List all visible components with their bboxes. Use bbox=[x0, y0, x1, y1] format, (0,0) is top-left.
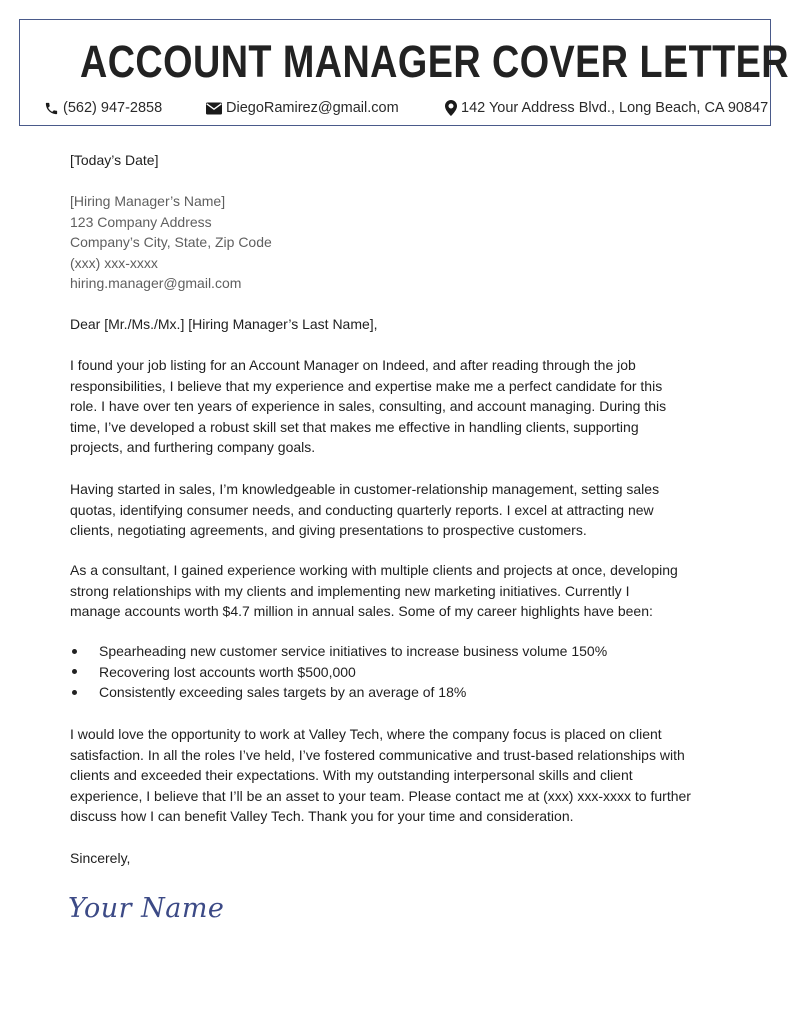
paragraph-line: strong relationships with my clients and implementing new marketing initiatives. Currently I bbox=[70, 582, 630, 599]
paragraph-2 bbox=[70, 479, 730, 541]
phone-icon bbox=[44, 101, 59, 116]
paragraph-line: time, I’ve developed a robust skill set that makes me effective in handling clients, supporting bbox=[70, 418, 639, 435]
envelope-icon bbox=[206, 102, 222, 115]
paragraph-line: manage accounts worth $4.7 million in annual sales. Some of my career highlights have been: bbox=[70, 603, 653, 620]
paragraph-line: As a consultant, I gained experience working with multiple clients and projects at once, developing bbox=[70, 562, 678, 578]
paragraph-line: I found your job listing for an Account Manager on Indeed, and after reading through the job bbox=[70, 357, 636, 373]
contact-phone bbox=[44, 100, 162, 116]
document-title: ACCOUNT MANAGER COVER LETTER bbox=[80, 36, 789, 87]
list-item: Spearheading new customer service initiatives to increase business volume 150% bbox=[70, 641, 607, 662]
recipient-name: [Hiring Manager’s Name] bbox=[70, 193, 226, 209]
paragraph-line: Having started in sales, I’m knowledgeable in customer-relationship management, setting sales bbox=[70, 481, 660, 497]
contact-email bbox=[206, 100, 399, 116]
date: [Today’s Date] bbox=[70, 152, 159, 168]
paragraph-line: role. I have over ten years of experience in sales, consulting, and account managing. During this bbox=[70, 398, 667, 415]
paragraph-line: satisfaction. In all the roles I’ve held, I’ve fostered communicative and trust-based relationships with bbox=[70, 746, 685, 763]
closing: Sincerely, bbox=[70, 850, 131, 866]
paragraph-line: clients, negotiating agreements, and giving presentations to prospective customers. bbox=[70, 522, 587, 539]
bullet-dot bbox=[72, 649, 77, 654]
recipient-address: 123 Company Address bbox=[70, 213, 212, 230]
recipient-phone: (xxx) xxx-xxxx bbox=[70, 254, 158, 271]
paragraph-1 bbox=[70, 355, 730, 458]
phone-text: (562) 947-2858 bbox=[63, 100, 163, 116]
paragraph-line: quotas, identifying consumer needs, and conducting quarterly reports. I excel at attracting new bbox=[70, 501, 654, 518]
paragraph-4 bbox=[70, 724, 730, 827]
salutation: Dear [Mr./Ms./Mx.] [Hiring Manager’s Last Name], bbox=[70, 316, 378, 332]
contact-address bbox=[445, 100, 768, 116]
highlights-list bbox=[70, 641, 607, 703]
location-pin-icon bbox=[445, 100, 457, 116]
recipient-email: hiring.manager@gmail.com bbox=[70, 275, 242, 291]
list-item: Consistently exceeding sales targets by an average of 18% bbox=[70, 682, 607, 703]
header-box bbox=[19, 19, 789, 126]
paragraph-line: projects, and furthering company goals. bbox=[70, 439, 316, 456]
email-text: DiegoRamirez@gmail.com bbox=[226, 100, 399, 116]
list-item: Recovering lost accounts worth $500,000 bbox=[70, 662, 607, 683]
paragraph-line: experience, I believe that I’ll be an asset to your team. Please contact me at (xxx) xxx-xxxx to further bbox=[70, 787, 691, 804]
paragraph-line: I would love the opportunity to work at Valley Tech, where the company focus is placed on client bbox=[70, 726, 662, 742]
bullet-dot bbox=[72, 669, 77, 674]
paragraph-line: discuss how I can benefit Valley Tech. Thank you for your time and consideration. bbox=[70, 808, 574, 825]
signature: Your Name bbox=[68, 893, 225, 924]
address-text: 142 Your Address Blvd., Long Beach, CA 90847 bbox=[461, 100, 769, 116]
bullet-dot bbox=[72, 690, 77, 695]
paragraph-3 bbox=[70, 560, 730, 622]
paragraph-line: responsibilities, I believe that my experience and expertise make me a perfect candidate for this bbox=[70, 377, 663, 394]
paragraph-line: clients and exceeded their expectations. With my outstanding interpersonal skills and client bbox=[70, 767, 633, 784]
recipient-city: Company’s City, State, Zip Code bbox=[70, 234, 272, 250]
